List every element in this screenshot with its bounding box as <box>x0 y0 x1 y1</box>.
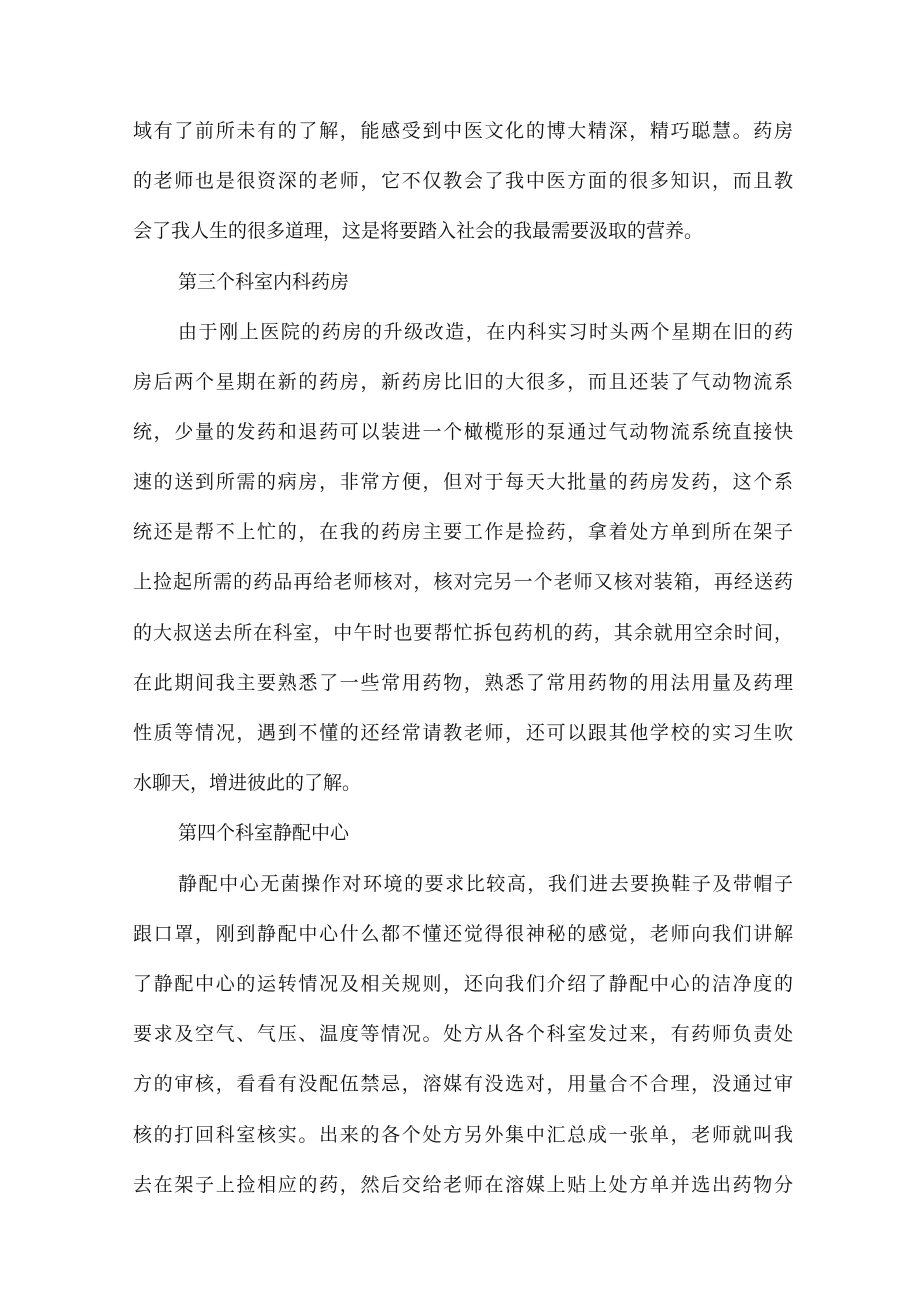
paragraph-2-line-10: 水聊天，增进彼此的了解。 <box>133 772 362 794</box>
paragraph-3-line-1: 静配中心无菌操作对环境的要求比较高，我们进去要换鞋子及带帽子 <box>178 873 793 895</box>
paragraph-3-line-4: 要求及空气、气压、温度等情况。处方从各个科室发过来，有药师负责处 <box>133 1023 793 1045</box>
paragraph-2-line-9: 性质等情况，遇到不懂的还经常请教老师，还可以跟其他学校的实习生吹 <box>133 722 793 744</box>
paragraph-3-line-7: 去在架子上捡相应的药，然后交给老师在溶媒上贴上处方单并选出药物分 <box>133 1174 793 1196</box>
section-heading-pivas: 第四个科室静配中心 <box>178 822 350 844</box>
paragraph-2-line-6: 上捡起所需的药品再给老师核对，核对完另一个老师又核对装箱，再经送药 <box>133 571 793 593</box>
section-heading-internal-medicine-pharmacy: 第三个科室内科药房 <box>178 271 350 293</box>
paragraph-1-line-1: 域有了前所未有的了解，能感受到中医文化的博大精深，精巧聪慧。药房 <box>133 120 793 142</box>
paragraph-1-line-3: 会了我人生的很多道理，这是将要踏入社会的我最需要汲取的营养。 <box>133 220 704 242</box>
paragraph-2-line-7: 的大叔送去所在科室，中午时也要帮忙拆包药机的药，其余就用空余时间， <box>133 622 793 644</box>
paragraph-2-line-2: 房后两个星期在新的药房，新药房比旧的大很多，而且还装了气动物流系 <box>133 371 793 393</box>
paragraph-1-line-2: 的老师也是很资深的老师，它不仅教会了我中医方面的很多知识，而且教 <box>133 170 793 192</box>
paragraph-2-line-4: 速的送到所需的病房，非常方便，但对于每天大批量的药房发药，这个系 <box>133 471 793 493</box>
paragraph-2-line-5: 统还是帮不上忙的，在我的药房主要工作是捡药，拿着处方单到所在架子 <box>133 521 793 543</box>
paragraph-2-line-8: 在此期间我主要熟悉了一些常用药物，熟悉了常用药物的用法用量及药理 <box>133 672 793 694</box>
paragraph-2-line-1: 由于刚上医院的药房的升级改造，在内科实习时头两个星期在旧的药 <box>178 321 793 343</box>
paragraph-2-line-3: 统，少量的发药和退药可以装进一个橄榄形的泵通过气动物流系统直接快 <box>133 421 793 443</box>
paragraph-3-line-6: 核的打回科室核实。出来的各个处方另外集中汇总成一张单，老师就叫我 <box>133 1124 793 1146</box>
paragraph-3-line-2: 跟口罩，刚到静配中心什么都不懂还觉得很神秘的感觉，老师向我们讲解 <box>133 923 793 945</box>
paragraph-3-line-3: 了静配中心的运转情况及相关规则，还向我们介绍了静配中心的洁净度的 <box>133 973 793 995</box>
paragraph-3-line-5: 方的审核，看看有没配伍禁忌，溶媒有没选对，用量合不合理，没通过审 <box>133 1073 793 1095</box>
